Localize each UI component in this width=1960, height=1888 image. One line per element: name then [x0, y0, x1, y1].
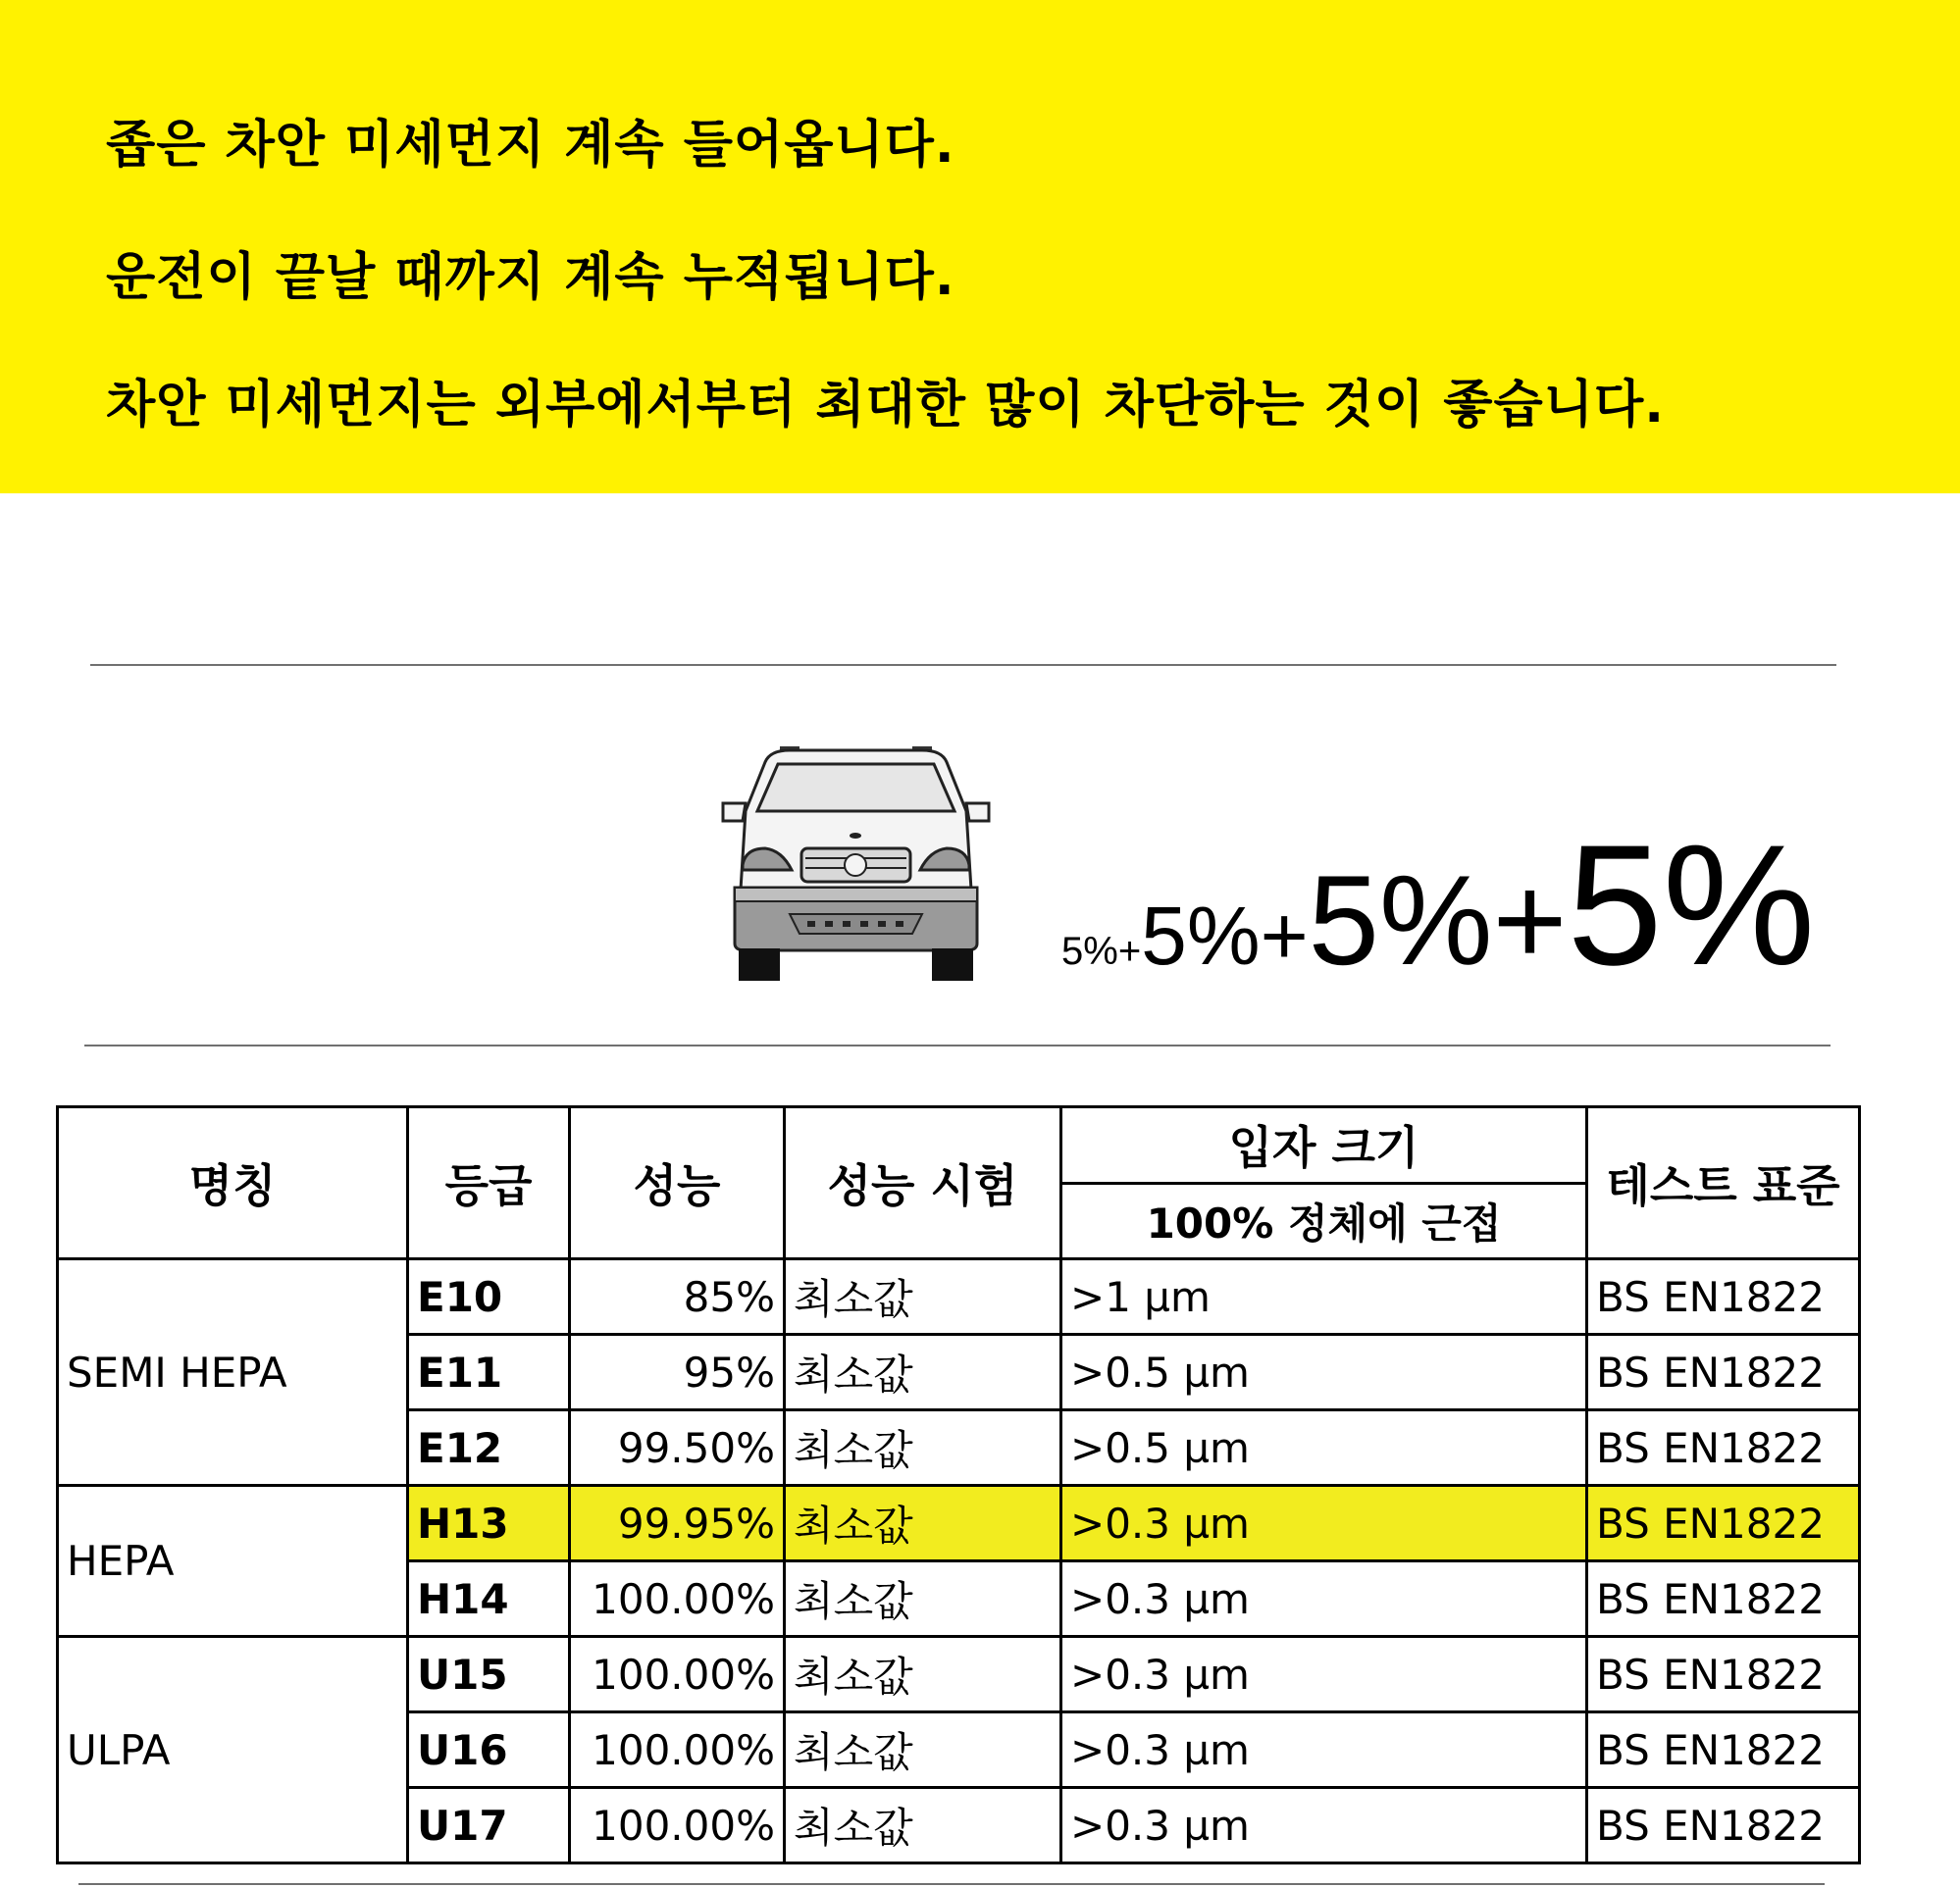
grade-cell: E11: [408, 1335, 570, 1410]
test-cell: 최소값: [785, 1712, 1061, 1788]
grade-cell: H13: [408, 1486, 570, 1561]
table-row-highlighted: [58, 1486, 1860, 1561]
performance-cell: 100.00%: [570, 1561, 785, 1637]
header-performance-test: 성능 시험: [785, 1107, 1061, 1259]
performance-cell: 99.95%: [570, 1486, 785, 1561]
accumulation-step-3: 5%+: [1308, 848, 1568, 992]
size-cell: >0.3 µm: [1061, 1712, 1587, 1788]
dust-accumulation-text: [1061, 810, 1816, 1001]
standard-cell: BS EN1822: [1587, 1788, 1860, 1863]
accumulation-step-4: 5%: [1567, 810, 1816, 1001]
banner-line-3: 차안 미세먼지는 외부에서부터 최대한 많이 차단하는 것이 좋습니다.: [106, 376, 1665, 434]
accumulation-step-1: 5%+: [1061, 930, 1142, 973]
standard-cell: BS EN1822: [1587, 1561, 1860, 1637]
header-name: 명칭: [58, 1107, 408, 1259]
performance-cell: 99.50%: [570, 1410, 785, 1486]
test-cell: 최소값: [785, 1561, 1061, 1637]
filter-grade-table: [56, 1105, 1861, 1864]
standard-cell: BS EN1822: [1587, 1486, 1860, 1561]
header-performance: 성능: [570, 1107, 785, 1259]
test-cell: 최소값: [785, 1259, 1061, 1335]
standard-cell: BS EN1822: [1587, 1712, 1860, 1788]
test-cell: 최소값: [785, 1410, 1061, 1486]
size-cell: >0.3 µm: [1061, 1788, 1587, 1863]
header-particle-size-sub: 100% 정체에 근접: [1061, 1183, 1587, 1259]
grade-cell: E12: [408, 1410, 570, 1486]
size-cell: >1 µm: [1061, 1259, 1587, 1335]
header-particle-size: 입자 크기: [1061, 1107, 1587, 1184]
standard-cell: BS EN1822: [1587, 1335, 1860, 1410]
standard-cell: BS EN1822: [1587, 1410, 1860, 1486]
size-cell: >0.3 µm: [1061, 1561, 1587, 1637]
banner-line-1: 좁은 차안 미세먼지 계속 들어옵니다.: [106, 116, 955, 175]
top-banner: [0, 0, 1960, 493]
table-row: [58, 1637, 1860, 1712]
group-name: ULPA: [58, 1637, 408, 1863]
header-test-standard: 테스트 표준: [1587, 1107, 1860, 1259]
test-cell: 최소값: [785, 1788, 1061, 1863]
standard-cell: BS EN1822: [1587, 1259, 1860, 1335]
grade-cell: U17: [408, 1788, 570, 1863]
performance-cell: 100.00%: [570, 1788, 785, 1863]
header-grade: 등급: [408, 1107, 570, 1259]
car-front-illustration: [721, 742, 991, 983]
test-cell: 최소값: [785, 1335, 1061, 1410]
banner-line-2: 운전이 끝날 때까지 계속 누적됩니다.: [106, 248, 955, 307]
grade-cell: U15: [408, 1637, 570, 1712]
size-cell: >0.5 µm: [1061, 1410, 1587, 1486]
test-cell: 최소값: [785, 1637, 1061, 1712]
header-row: [58, 1107, 1860, 1184]
test-cell: 최소값: [785, 1486, 1061, 1561]
group-name: SEMI HEPA: [58, 1259, 408, 1486]
performance-cell: 100.00%: [570, 1712, 785, 1788]
table-row: [58, 1259, 1860, 1335]
accumulation-step-2: 5%+: [1141, 890, 1309, 982]
standard-cell: BS EN1822: [1587, 1637, 1860, 1712]
grade-cell: U16: [408, 1712, 570, 1788]
performance-cell: 100.00%: [570, 1637, 785, 1712]
size-cell: >0.3 µm: [1061, 1637, 1587, 1712]
divider-middle: [84, 1045, 1831, 1046]
group-name: HEPA: [58, 1486, 408, 1637]
divider-bottom: [78, 1883, 1825, 1885]
performance-cell: 85%: [570, 1259, 785, 1335]
size-cell: >0.5 µm: [1061, 1335, 1587, 1410]
performance-cell: 95%: [570, 1335, 785, 1410]
divider-top: [90, 664, 1836, 666]
grade-cell: H14: [408, 1561, 570, 1637]
grade-cell: E10: [408, 1259, 570, 1335]
size-cell: >0.3 µm: [1061, 1486, 1587, 1561]
